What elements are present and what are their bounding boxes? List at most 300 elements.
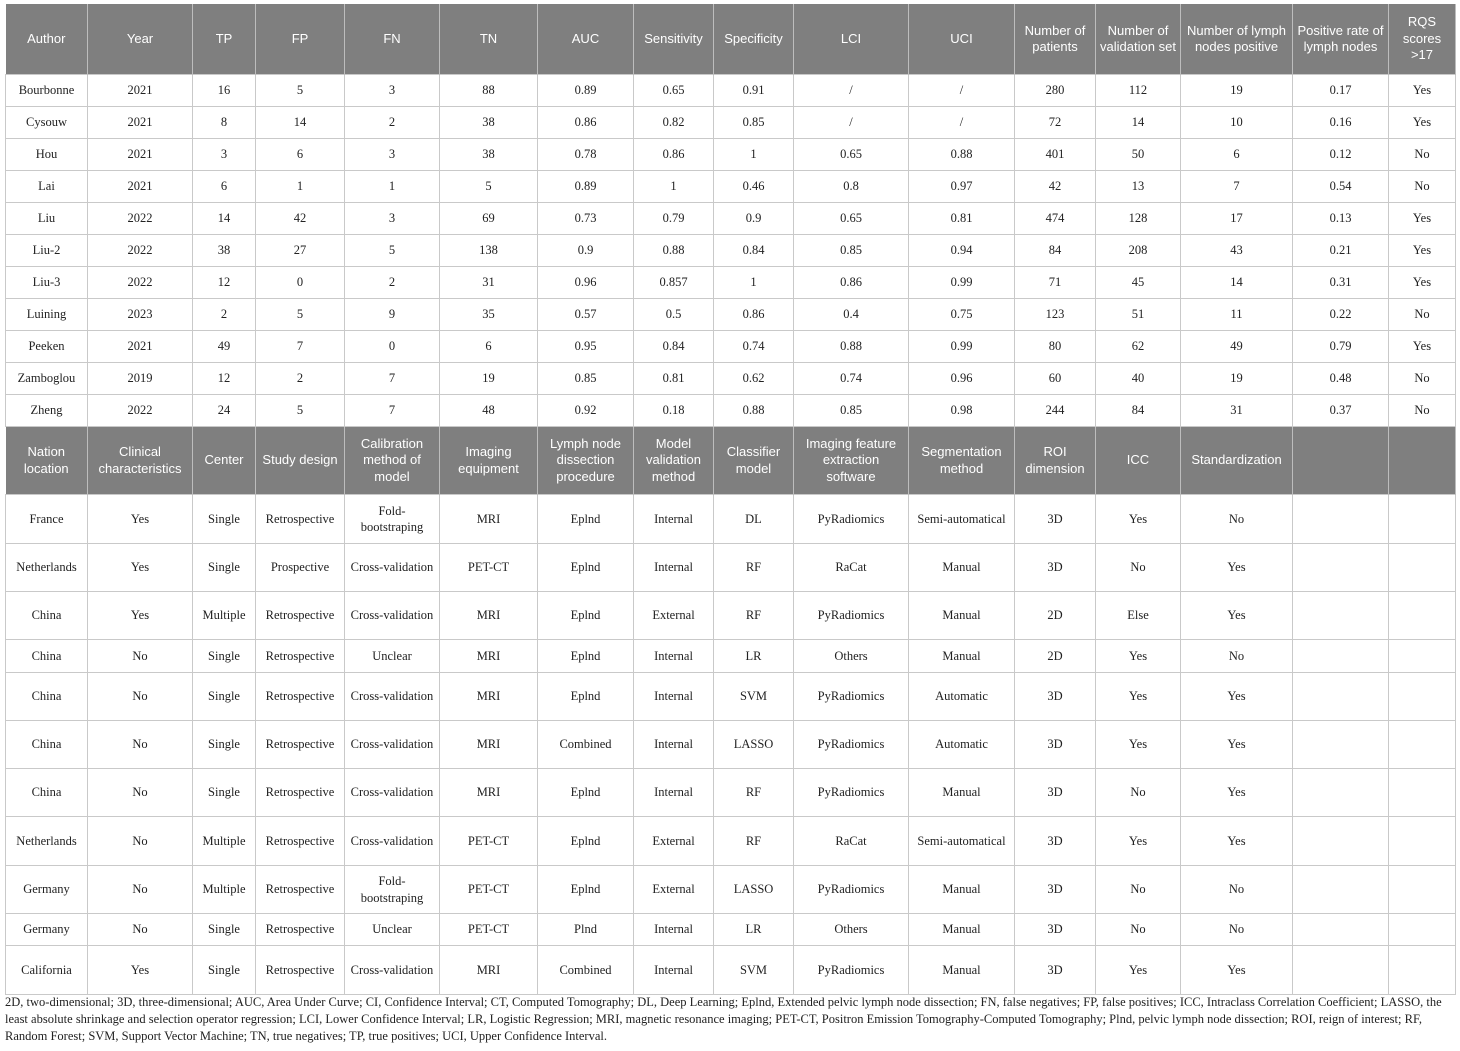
- table-cell: 5: [345, 235, 440, 267]
- table-cell: Retrospective: [256, 866, 345, 914]
- table-cell: Manual: [909, 544, 1015, 592]
- table-cell: [1293, 866, 1389, 914]
- table-cell: LASSO: [714, 721, 794, 769]
- table-cell: 0.99: [909, 267, 1015, 299]
- table-cell: 5: [440, 171, 538, 203]
- table-cell: 2021: [88, 331, 193, 363]
- table-cell: 0.37: [1293, 395, 1389, 427]
- table-cell: RF: [714, 769, 794, 817]
- table-cell: 10: [1181, 107, 1293, 139]
- table-cell: 6: [1181, 139, 1293, 171]
- table-body: [6, 4, 1456, 995]
- table-cell: 3: [345, 75, 440, 107]
- table-cell: Eplnd: [538, 640, 634, 673]
- table-cell: PET-CT: [440, 914, 538, 946]
- table-cell: Others: [794, 914, 909, 946]
- table-container: [5, 4, 1455, 995]
- table-cell: 38: [440, 107, 538, 139]
- table-cell: 0.46: [714, 171, 794, 203]
- table-cell: 7: [345, 395, 440, 427]
- table-cell: No: [1389, 299, 1456, 331]
- table-cell: PyRadiomics: [794, 673, 909, 721]
- column-header: AUC: [538, 4, 634, 75]
- table-cell: 0.9: [538, 235, 634, 267]
- table-cell: Multiple: [193, 817, 256, 866]
- table-cell: 0.81: [909, 203, 1015, 235]
- table-cell: 0.85: [794, 235, 909, 267]
- table-cell: [1389, 544, 1456, 592]
- column-header: [1293, 427, 1389, 495]
- table-cell: Eplnd: [538, 544, 634, 592]
- header-row: [6, 427, 1456, 495]
- table-cell: Semi-automatical: [909, 817, 1015, 866]
- column-header: Number of validation set: [1096, 4, 1181, 75]
- table-cell: Yes: [88, 946, 193, 995]
- table-cell: China: [6, 721, 88, 769]
- table-cell: Internal: [634, 914, 714, 946]
- table-cell: [1389, 817, 1456, 866]
- table-cell: 0.97: [909, 171, 1015, 203]
- table-cell: 0: [345, 331, 440, 363]
- table-cell: 0.5: [634, 299, 714, 331]
- table-cell: /: [909, 75, 1015, 107]
- table-cell: 14: [1096, 107, 1181, 139]
- table-cell: Retrospective: [256, 769, 345, 817]
- table-cell: 6: [440, 331, 538, 363]
- table-cell: Single: [193, 544, 256, 592]
- table-cell: 42: [256, 203, 345, 235]
- column-header: TP: [193, 4, 256, 75]
- table-cell: No: [1389, 171, 1456, 203]
- table-cell: Eplnd: [538, 673, 634, 721]
- table-cell: California: [6, 946, 88, 995]
- table-cell: Combined: [538, 721, 634, 769]
- table-cell: Liu-3: [6, 267, 88, 299]
- table-cell: 2022: [88, 203, 193, 235]
- table-cell: Yes: [1096, 946, 1181, 995]
- table-cell: 27: [256, 235, 345, 267]
- table-cell: Single: [193, 673, 256, 721]
- table-cell: 0.84: [634, 331, 714, 363]
- table-cell: MRI: [440, 640, 538, 673]
- table-cell: PyRadiomics: [794, 721, 909, 769]
- table-cell: [1293, 817, 1389, 866]
- table-cell: France: [6, 495, 88, 544]
- table-cell: 0.86: [714, 299, 794, 331]
- table-cell: 19: [440, 363, 538, 395]
- table-row: [6, 640, 1456, 673]
- table-cell: 35: [440, 299, 538, 331]
- table-cell: Netherlands: [6, 544, 88, 592]
- table-cell: 3D: [1015, 673, 1096, 721]
- column-header: Calibration method of model: [345, 427, 440, 495]
- table-cell: 31: [440, 267, 538, 299]
- table-cell: LASSO: [714, 866, 794, 914]
- table-cell: Combined: [538, 946, 634, 995]
- table-cell: 138: [440, 235, 538, 267]
- table-row: [6, 495, 1456, 544]
- table-cell: 0.88: [909, 139, 1015, 171]
- table-cell: No: [1181, 495, 1293, 544]
- table-cell: 5: [256, 395, 345, 427]
- column-header: Lymph node dissection procedure: [538, 427, 634, 495]
- table-cell: [1389, 866, 1456, 914]
- table-cell: Lai: [6, 171, 88, 203]
- table-cell: PET-CT: [440, 544, 538, 592]
- table-cell: 2021: [88, 171, 193, 203]
- table-cell: No: [88, 721, 193, 769]
- table-cell: 24: [193, 395, 256, 427]
- table-cell: RaCat: [794, 544, 909, 592]
- table-cell: Semi-automatical: [909, 495, 1015, 544]
- table-cell: Peeken: [6, 331, 88, 363]
- column-header: Clinical characteristics: [88, 427, 193, 495]
- table-cell: 38: [440, 139, 538, 171]
- table-cell: [1389, 769, 1456, 817]
- table-cell: 0.54: [1293, 171, 1389, 203]
- column-header: Center: [193, 427, 256, 495]
- table-cell: Yes: [1096, 721, 1181, 769]
- table-cell: [1293, 592, 1389, 640]
- table-cell: RF: [714, 817, 794, 866]
- table-cell: MRI: [440, 946, 538, 995]
- table-cell: 3D: [1015, 769, 1096, 817]
- table-cell: [1389, 640, 1456, 673]
- table-cell: 474: [1015, 203, 1096, 235]
- table-cell: 208: [1096, 235, 1181, 267]
- table-cell: 0.91: [714, 75, 794, 107]
- table-cell: 0.75: [909, 299, 1015, 331]
- table-cell: Single: [193, 914, 256, 946]
- table-row: [6, 395, 1456, 427]
- table-cell: PyRadiomics: [794, 592, 909, 640]
- table-cell: Unclear: [345, 640, 440, 673]
- table-cell: 3D: [1015, 914, 1096, 946]
- table-cell: 0.48: [1293, 363, 1389, 395]
- table-cell: Retrospective: [256, 914, 345, 946]
- table-cell: 8: [193, 107, 256, 139]
- table-cell: /: [794, 107, 909, 139]
- table-cell: [1389, 673, 1456, 721]
- table-cell: External: [634, 866, 714, 914]
- table-cell: 0.84: [714, 235, 794, 267]
- column-header: Sensitivity: [634, 4, 714, 75]
- table-cell: 0.62: [714, 363, 794, 395]
- table-cell: 3D: [1015, 817, 1096, 866]
- table-cell: [1389, 946, 1456, 995]
- table-cell: Else: [1096, 592, 1181, 640]
- table-cell: China: [6, 592, 88, 640]
- table-cell: [1389, 721, 1456, 769]
- table-cell: Yes: [1096, 817, 1181, 866]
- table-cell: 2D: [1015, 592, 1096, 640]
- table-cell: 0.31: [1293, 267, 1389, 299]
- table-cell: Internal: [634, 673, 714, 721]
- column-header: Specificity: [714, 4, 794, 75]
- table-cell: 1: [634, 171, 714, 203]
- column-header: Author: [6, 4, 88, 75]
- table-cell: No: [88, 817, 193, 866]
- table-row: [6, 267, 1456, 299]
- table-cell: 0.98: [909, 395, 1015, 427]
- table-cell: Internal: [634, 495, 714, 544]
- table-cell: Cross-validation: [345, 592, 440, 640]
- table-cell: 0.85: [538, 363, 634, 395]
- column-header: Number of lymph nodes positive: [1181, 4, 1293, 75]
- header-row: [6, 4, 1456, 75]
- table-cell: No: [1389, 395, 1456, 427]
- table-cell: 0.4: [794, 299, 909, 331]
- table-cell: 0.86: [634, 139, 714, 171]
- table-cell: 0.86: [538, 107, 634, 139]
- table-cell: Yes: [1181, 592, 1293, 640]
- table-cell: Cross-validation: [345, 769, 440, 817]
- table-cell: /: [909, 107, 1015, 139]
- table-cell: Single: [193, 946, 256, 995]
- table-cell: Fold-bootstraping: [345, 866, 440, 914]
- table-footnote: 2D, two-dimensional; 3D, three-dimensional; AUC, Area Under Curve; CI, Confidence Interval; CT, Computed Tomography; DL, Deep Learning; Eplnd, Extended pelvic lymph node dissection; FN, false negatives; FP, false positives; ICC, Intraclass Correlation Coefficient; LASSO, the least absolute shrinkage and selection operator regression; LCI, Lower Confidence Interval; LR, Logistic Regression; MRI, magnetic resonance imaging; PET-CT, Positron Emission Tomography-Computed Tomography; Plnd, pelvic lymph node dissection; ROI, reign of interest; RF, Random Forest; SVM, Support Vector Machine; TN, true negatives; TP, true positives; UCI, Upper Confidence Interval.: [5, 995, 1442, 1043]
- table-cell: 123: [1015, 299, 1096, 331]
- table-cell: Cross-validation: [345, 817, 440, 866]
- table-cell: 0.96: [909, 363, 1015, 395]
- column-header: Imaging feature extraction software: [794, 427, 909, 495]
- table-cell: 0.65: [634, 75, 714, 107]
- table-cell: Yes: [1096, 673, 1181, 721]
- table-cell: 40: [1096, 363, 1181, 395]
- table-cell: Netherlands: [6, 817, 88, 866]
- table-cell: 43: [1181, 235, 1293, 267]
- table-cell: Luining: [6, 299, 88, 331]
- table-cell: 62: [1096, 331, 1181, 363]
- table-cell: 0: [256, 267, 345, 299]
- table-row: [6, 946, 1456, 995]
- table-cell: 0.85: [794, 395, 909, 427]
- table-cell: PET-CT: [440, 817, 538, 866]
- table-cell: No: [88, 914, 193, 946]
- table-cell: No: [1181, 914, 1293, 946]
- table-cell: Single: [193, 721, 256, 769]
- table-cell: [1293, 673, 1389, 721]
- table-cell: 7: [256, 331, 345, 363]
- column-header: FP: [256, 4, 345, 75]
- table-cell: 3D: [1015, 495, 1096, 544]
- table-cell: Cross-validation: [345, 673, 440, 721]
- table-cell: 3: [345, 139, 440, 171]
- table-cell: 3: [345, 203, 440, 235]
- table-cell: 71: [1015, 267, 1096, 299]
- table-cell: 1: [345, 171, 440, 203]
- table-cell: Yes: [1181, 544, 1293, 592]
- table-cell: 72: [1015, 107, 1096, 139]
- table-cell: 2021: [88, 75, 193, 107]
- table-row: [6, 331, 1456, 363]
- table-cell: No: [88, 673, 193, 721]
- table-cell: Yes: [1389, 203, 1456, 235]
- table-cell: Fold-bootstraping: [345, 495, 440, 544]
- table-cell: [1389, 592, 1456, 640]
- table-cell: 3: [193, 139, 256, 171]
- table-cell: 0.89: [538, 75, 634, 107]
- table-cell: LR: [714, 640, 794, 673]
- table-row: [6, 235, 1456, 267]
- table-cell: 112: [1096, 75, 1181, 107]
- table-cell: PyRadiomics: [794, 946, 909, 995]
- table-cell: 2: [193, 299, 256, 331]
- table-cell: Cross-validation: [345, 946, 440, 995]
- table-cell: Eplnd: [538, 495, 634, 544]
- column-header: FN: [345, 4, 440, 75]
- table-cell: 0.8: [794, 171, 909, 203]
- table-cell: 0.96: [538, 267, 634, 299]
- table-cell: Retrospective: [256, 495, 345, 544]
- table-cell: 0.21: [1293, 235, 1389, 267]
- table-cell: 2019: [88, 363, 193, 395]
- table-cell: [1293, 544, 1389, 592]
- table-cell: 0.16: [1293, 107, 1389, 139]
- table-cell: Yes: [88, 495, 193, 544]
- table-cell: RF: [714, 544, 794, 592]
- table-cell: 12: [193, 267, 256, 299]
- table-cell: Manual: [909, 640, 1015, 673]
- column-header: Classifier model: [714, 427, 794, 495]
- column-header: UCI: [909, 4, 1015, 75]
- table-cell: 0.13: [1293, 203, 1389, 235]
- table-cell: Manual: [909, 866, 1015, 914]
- table-cell: Automatic: [909, 721, 1015, 769]
- table-cell: 13: [1096, 171, 1181, 203]
- table-cell: 38: [193, 235, 256, 267]
- table-row: [6, 203, 1456, 235]
- table-cell: PyRadiomics: [794, 769, 909, 817]
- table-cell: 0.82: [634, 107, 714, 139]
- table-cell: Germany: [6, 866, 88, 914]
- table-cell: Single: [193, 769, 256, 817]
- table-cell: Bourbonne: [6, 75, 88, 107]
- table-cell: 0.22: [1293, 299, 1389, 331]
- table-cell: Multiple: [193, 866, 256, 914]
- table-cell: 2022: [88, 395, 193, 427]
- table-cell: 2: [256, 363, 345, 395]
- table-cell: 0.73: [538, 203, 634, 235]
- table-cell: 2D: [1015, 640, 1096, 673]
- table-cell: 3D: [1015, 544, 1096, 592]
- table-cell: 3D: [1015, 946, 1096, 995]
- table-cell: SVM: [714, 673, 794, 721]
- column-header: RQS scores >17: [1389, 4, 1456, 75]
- table-cell: Retrospective: [256, 817, 345, 866]
- column-header: Number of patients: [1015, 4, 1096, 75]
- table-row: [6, 75, 1456, 107]
- table-cell: 31: [1181, 395, 1293, 427]
- column-header: Nation location: [6, 427, 88, 495]
- column-header: TN: [440, 4, 538, 75]
- table-cell: 88: [440, 75, 538, 107]
- table-cell: Yes: [1181, 817, 1293, 866]
- table-cell: Yes: [1389, 235, 1456, 267]
- table-cell: Eplnd: [538, 866, 634, 914]
- table-row: [6, 139, 1456, 171]
- table-row: [6, 107, 1456, 139]
- column-header: Segmentation method: [909, 427, 1015, 495]
- table-cell: Yes: [1181, 721, 1293, 769]
- table-cell: 2: [345, 107, 440, 139]
- table-cell: 2021: [88, 139, 193, 171]
- table-cell: MRI: [440, 769, 538, 817]
- table-cell: Yes: [88, 544, 193, 592]
- table-cell: [1389, 914, 1456, 946]
- table-cell: [1293, 640, 1389, 673]
- column-header: Year: [88, 4, 193, 75]
- table-cell: Yes: [1181, 673, 1293, 721]
- table-cell: 1: [256, 171, 345, 203]
- column-header: Positive rate of lymph nodes: [1293, 4, 1389, 75]
- table-cell: Eplnd: [538, 592, 634, 640]
- table-cell: Yes: [1389, 107, 1456, 139]
- table-cell: Single: [193, 495, 256, 544]
- table-cell: RaCat: [794, 817, 909, 866]
- table-cell: 0.79: [1293, 331, 1389, 363]
- table-cell: PyRadiomics: [794, 866, 909, 914]
- table-cell: 50: [1096, 139, 1181, 171]
- table-cell: 11: [1181, 299, 1293, 331]
- table-cell: 0.92: [538, 395, 634, 427]
- table-cell: 80: [1015, 331, 1096, 363]
- table-cell: MRI: [440, 592, 538, 640]
- table-cell: 42: [1015, 171, 1096, 203]
- table-cell: 6: [193, 171, 256, 203]
- table-cell: [1293, 946, 1389, 995]
- table-cell: Automatic: [909, 673, 1015, 721]
- table-cell: 7: [1181, 171, 1293, 203]
- table-cell: 0.65: [794, 203, 909, 235]
- table-cell: 280: [1015, 75, 1096, 107]
- table-cell: 49: [1181, 331, 1293, 363]
- table-cell: China: [6, 673, 88, 721]
- column-header: Standardization: [1181, 427, 1293, 495]
- table-cell: 19: [1181, 75, 1293, 107]
- table-cell: 0.57: [538, 299, 634, 331]
- table-cell: No: [88, 769, 193, 817]
- table-cell: 244: [1015, 395, 1096, 427]
- table-cell: /: [794, 75, 909, 107]
- table-cell: Retrospective: [256, 592, 345, 640]
- table-cell: 0.88: [794, 331, 909, 363]
- table-cell: Cross-validation: [345, 721, 440, 769]
- table-cell: Eplnd: [538, 769, 634, 817]
- table-cell: Unclear: [345, 914, 440, 946]
- table-row: [6, 592, 1456, 640]
- table-cell: Manual: [909, 914, 1015, 946]
- table-cell: 0.9: [714, 203, 794, 235]
- table-cell: 60: [1015, 363, 1096, 395]
- column-header: Study design: [256, 427, 345, 495]
- table-cell: Zheng: [6, 395, 88, 427]
- table-cell: [1293, 914, 1389, 946]
- table-row: [6, 817, 1456, 866]
- table-cell: 7: [345, 363, 440, 395]
- column-header: LCI: [794, 4, 909, 75]
- table-cell: LR: [714, 914, 794, 946]
- table-row: [6, 914, 1456, 946]
- table-row: [6, 544, 1456, 592]
- table-cell: [1293, 721, 1389, 769]
- table-cell: Internal: [634, 544, 714, 592]
- table-cell: No: [1389, 139, 1456, 171]
- table-cell: Retrospective: [256, 721, 345, 769]
- table-cell: Single: [193, 640, 256, 673]
- table-cell: PET-CT: [440, 866, 538, 914]
- table-cell: 2022: [88, 235, 193, 267]
